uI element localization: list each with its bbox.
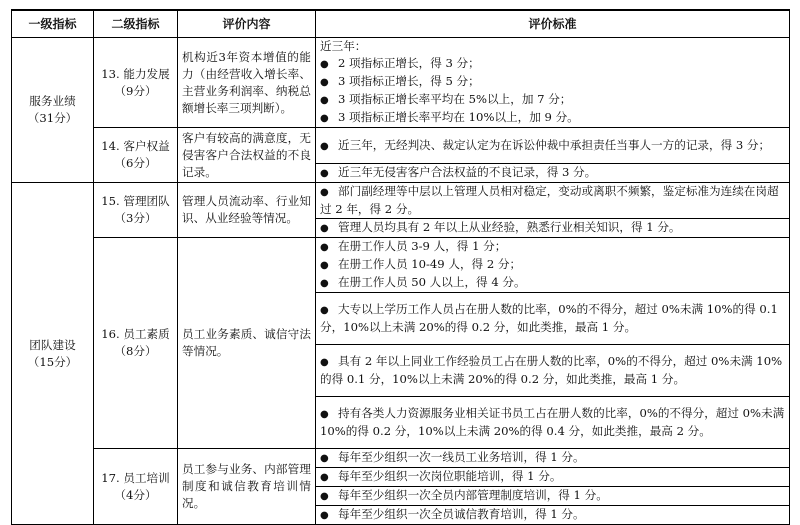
level1-cell [12,183,94,525]
bullet-icon: ● [320,453,329,464]
bullet-icon: ● [320,77,329,88]
criteria-cell [316,238,790,293]
level1-cell [12,38,94,183]
bullet-icon: ● [320,510,329,521]
level2-score: （8分） [114,344,157,358]
criteria-line: ● 3 项指标正增长率平均在 10%以上，加 9 分。 [320,109,785,127]
bullet-icon: ● [320,357,329,368]
criteria-line: ● 每年至少组织一次一线员工业务培训，得 1 分。 [320,449,785,467]
content-cell: 员工业务素质、诚信守法等情况。 [178,238,316,449]
table-row [12,449,790,468]
bullet-icon: ● [320,491,329,502]
criteria-cell [316,183,790,219]
bullet-icon: ● [320,409,329,420]
content-cell: 机构近3年资本增值的能力（由经营收入增长率、主营业务利润率、纳税总额增长率三项判断）。 [178,38,316,128]
bullet-icon: ● [320,187,329,198]
content-cell: 客户有较高的满意度，无侵害客户合法权益的不良记录。 [178,128,316,183]
criteria-line: ● 具有 2 年以上同业工作经验员工占在册人数的比率，0%的不得分，超过 0%未满 10%的得 0.1 分，10%以上未满 20%的得 0.2 分，如此类推，最高 1 分。 [320,354,783,386]
bullet-icon: ● [320,472,329,483]
level2-score: （6分） [114,156,157,170]
criteria-line: ● 3 项指标正增长，得 5 分； [320,73,785,91]
criteria-line: ● 部门副经理等中层以上管理人员相对稳定，变动或离职不频繁，鉴定标准为连续在岗超过 2 年，得 2 分。 [320,184,779,216]
criteria-line: ● 持有各类人力资源服务业相关证书员工占在册人数的比率，0%的不得分，超过 0%未满 10%的得 0.2 分，10%以上未满 20%的得 0.4 分，如此类推，最高 2 分。 [320,406,785,438]
level2-score: （3分） [114,211,157,225]
table-row [12,128,790,164]
criteria-cell [316,345,790,397]
criteria-cell [316,164,790,183]
criteria-line: ● 近三年，无经判决、裁定认定为在诉讼仲裁中承担责任当事人一方的记录，得 3 分； [320,137,785,155]
level2-name: 13. 能力发展 [101,66,170,81]
level1-name: 服务业绩 [29,94,76,108]
level2-name: 16. 员工素质 [101,327,170,341]
bullet-icon: ● [320,305,329,316]
level2-name: 17. 员工培训 [101,470,170,485]
criteria-line: ● 每年至少组织一次全员内部管理制度培训，得 1 分。 [320,487,785,505]
bullet-icon: ● [320,242,329,253]
criteria-line: ● 每年至少组织一次岗位职能培训，得 1 分。 [320,468,785,486]
bullet-icon: ● [320,278,329,289]
criteria-intro: 近三年： [320,39,367,53]
level2-score: （9分） [114,83,157,98]
bullet-icon: ● [320,113,329,124]
criteria-line: ● 大专以上学历工作人员占在册人数的比率，0%的不得分，超过 0%未满 10%的得 0.1 分，10%以上未满 20%的得 0.2 分，如此类推，最高 1 分。 [320,302,778,334]
evaluation-table [11,9,790,525]
level1-score: （31分） [27,111,78,125]
bullet-icon: ● [320,223,329,234]
criteria-cell [316,506,790,525]
header-content: 评价内容 [178,10,316,38]
bullet-icon: ● [320,140,329,152]
criteria-cell [316,293,790,345]
criteria-line: ● 3 项指标正增长率平均在 5%以上，加 7 分； [320,91,785,109]
criteria-line: ● 2 项指标正增长，得 3 分； [320,55,785,73]
criteria-cell [316,397,790,449]
bullet-icon: ● [320,168,329,179]
table-row [12,238,790,293]
criteria-cell [316,219,790,238]
level2-score: （4分） [114,487,157,502]
criteria-line: ● 在册工作人员 3-9 人，得 1 分； [320,238,785,256]
header-level1: 一级指标 [12,10,94,38]
criteria-line: ● 每年至少组织一次全员诚信教育培训，得 1 分。 [320,506,785,524]
criteria-cell [316,38,790,128]
level2-cell [94,183,178,238]
level1-score: （15分） [27,354,78,369]
header-criteria: 评价标准 [316,10,790,38]
bullet-icon: ● [320,260,329,271]
criteria-line: ● 管理人员均具有 2 年以上从业经验，熟悉行业相关知识，得 1 分。 [320,219,785,237]
content-cell: 管理人员流动率、行业知识、从业经验等情况。 [178,183,316,238]
criteria-line: ● 在册工作人员 50 人以上，得 4 分。 [320,274,785,292]
criteria-cell [316,128,790,164]
level2-name: 15. 管理团队 [101,194,170,208]
level2-name: 14. 客户权益 [101,139,170,153]
level2-cell [94,238,178,449]
criteria-line: ● 在册工作人员 10-49 人，得 2 分； [320,256,785,274]
content-cell: 员工参与业务、内部管理制度和诚信教育培训情况。 [178,449,316,525]
header-row [12,10,790,38]
level2-cell [94,38,178,128]
bullet-icon: ● [320,59,329,70]
level2-cell [94,449,178,525]
criteria-cell [316,449,790,468]
table-row [12,183,790,219]
criteria-line: ● 近三年无侵害客户合法权益的不良记录，得 3 分。 [320,164,785,182]
criteria-cell [316,468,790,487]
bullet-icon: ● [320,95,329,106]
header-level2: 二级指标 [94,10,178,38]
table-row [12,38,790,128]
level2-cell [94,128,178,183]
evaluation-table-container [11,9,790,525]
level1-name: 团队建设 [29,337,76,352]
criteria-cell [316,487,790,506]
